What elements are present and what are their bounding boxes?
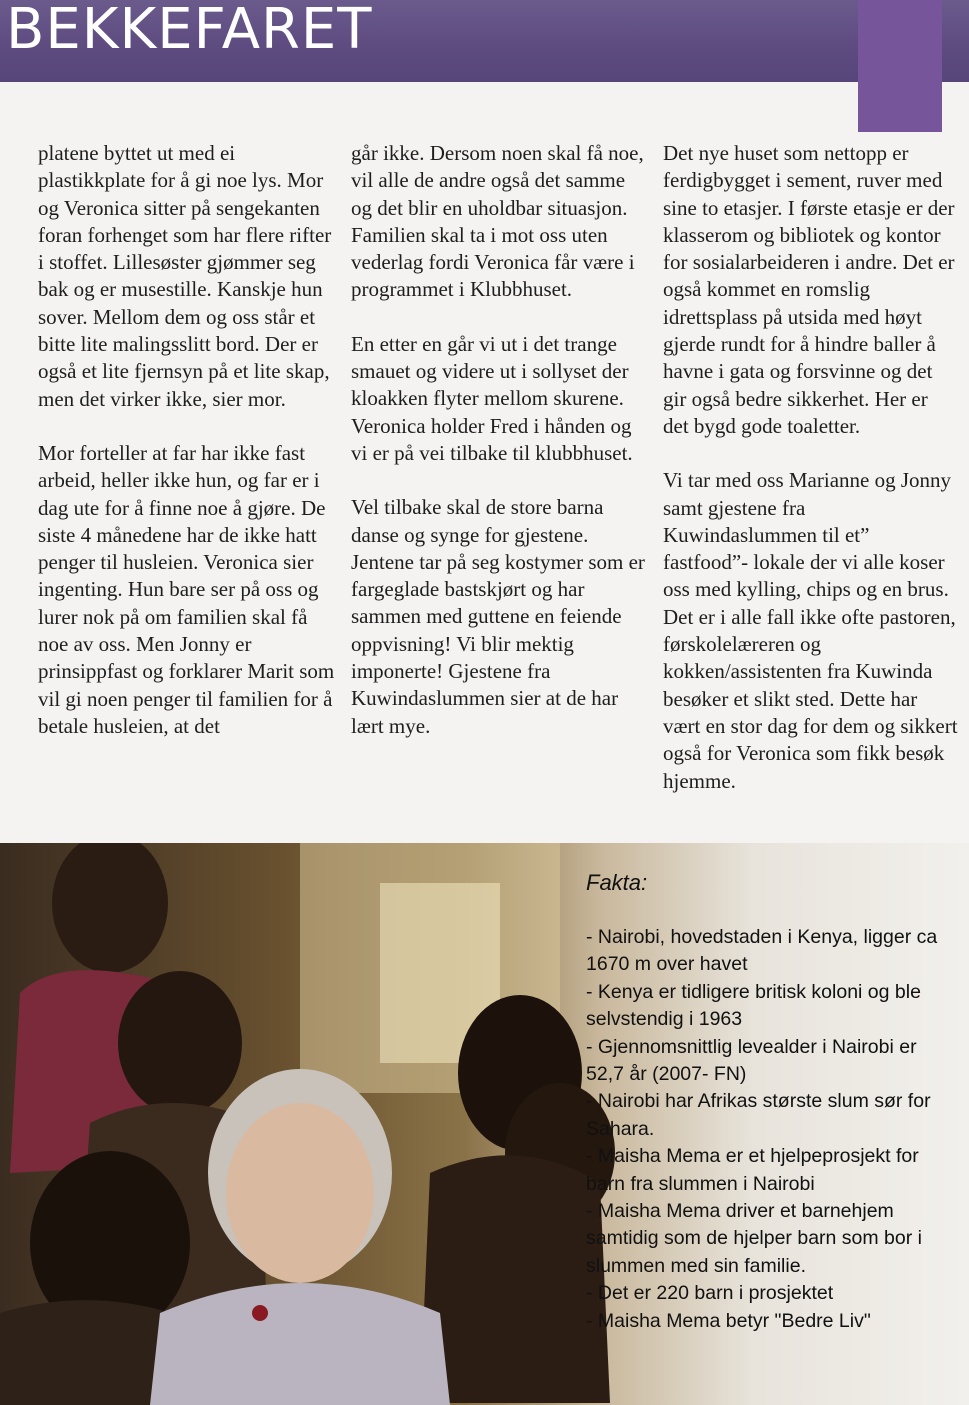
- fakta-item: - Maisha Mema driver et barnehjem samtidig som de hjelper barn som bor i slummen med sin familie.: [586, 1200, 922, 1277]
- column-3-paragraph-1: Det nye huset som nettopp er ferdigbygget i sement, ruver med sine to etasjer. I første etasje er der klasserom og bibliotek og kontor for sosialarbeideren i andre. Det er også kommet en romslig idrettsplass på utsida med høyt gjerde rundt for å hindre baller å havne i gata og forsvinne og det gir også bedre sikkerhet. Her er det bygd gode toaletter.: [663, 141, 955, 438]
- fakta-item: - Maisha Mema betyr "Bedre Liv": [586, 1309, 871, 1332]
- fakta-item: - Gjennomsnittlig levealder i Nairobi er 52,7 år (2007- FN): [586, 1035, 917, 1086]
- column-2-paragraph-2: En etter en går vi ut i det trange smauet og videre ut i sollyset der kloakken flyter mellom skurene. Veronica holder Fred i hånden og vi er på vei tilbake til klubbhuset.: [351, 331, 633, 465]
- column-1-paragraph-1: platene byttet ut med ei plastikkplate for å gi noe lys. Mor og Veronica sitter på sengekanten foran forhenget som har flere rifter i stoffet. Lillesøster gjømmer seg bak og er musestille. Kanskje hun sover. Mellom dem og oss står et bitte lite malingsslitt bord. Der er også et lite fjernsyn på et lite skap, men det virker ikke, sier mor.: [38, 141, 332, 411]
- fakta-title: Fakta:: [586, 870, 648, 895]
- fakta-item: - Det er 220 barn i prosjektet: [586, 1282, 834, 1305]
- column-3-paragraph-2: Vi tar med oss Marianne og Jonny samt gjestene fra Kuwindaslummen til et” fastfood”- lokale der vi alle koser oss med kylling, chips og en brus. Det er i alle fall ikke ofte pastoren, førskolelæreren og kokken/assistenten fra Kuwinda besøker et slikt sted. Dette har vært en stor dag for dem og sikkert også for Veronica som fikk besøk hjemme.: [663, 468, 958, 793]
- column-2-paragraph-1: går ikke. Dersom noen skal få noe, vil alle de andre også det samme og det blir en uholdbar situasjon. Familien skal ta i mot oss uten vederlag fordi Veronica får være i programmet i Klubbhuset.: [351, 141, 644, 302]
- column-2-paragraph-3: Vel tilbake skal de store barna danse og synge for gjestene. Jentene tar på seg kostymer som er fargeglade bastskjørt og har sammen med guttene en feiende oppvisning! Vi blir mektig imponerte! Gjestene fra Kuwindaslummen sier at de har lært mye.: [351, 495, 645, 738]
- fakta-item: - Nairobi har Afrikas største slum sør for Sahara.: [586, 1090, 931, 1140]
- corner-accent-block: [858, 0, 942, 132]
- article-column-2: [351, 140, 649, 767]
- fakta-item: - Kenya er tidligere britisk koloni og ble selvstendig i 1963: [586, 980, 921, 1031]
- fakta-box: [586, 870, 958, 1335]
- header-bar: [0, 0, 969, 82]
- column-1-paragraph-2: Mor forteller at far har ikke fast arbeid, heller ikke hun, og far er i dag ute for å finne noe å gjøre. De siste 4 månedene har de ikke hatt penger til husleien. Veronica sier ingenting. Hun bare ser på oss og lurer nok på om familien skal få noe av oss. Men Jonny er prinsippfast og forklarer Marit som vil gi noen penger til familien for å betale husleien, at det: [38, 440, 335, 738]
- fakta-item: - Maisha Mema er et hjelpeprosjekt for barn fra slummen i Nairobi: [586, 1145, 919, 1195]
- fakta-list: [586, 924, 958, 1335]
- article-column-1: [38, 140, 338, 767]
- fakta-item: - Nairobi, hovedstaden i Kenya, ligger ca 1670 m over havet: [586, 926, 938, 976]
- page-title: BEKKEFARET: [6, 0, 373, 62]
- article-column-3: [663, 140, 958, 822]
